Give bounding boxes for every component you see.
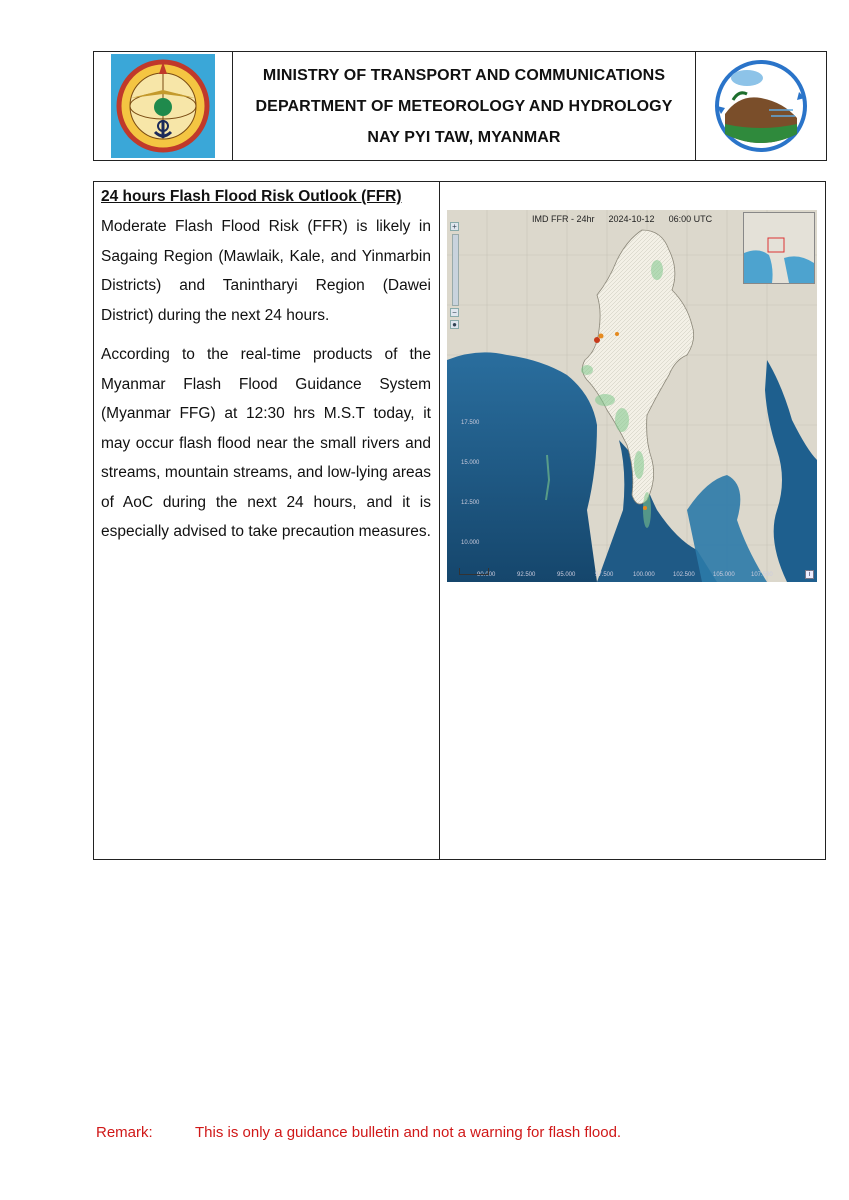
lat-label: 10.000 <box>461 540 480 546</box>
lon-label: 97.500 <box>595 572 614 578</box>
outlook-text-column <box>94 182 440 859</box>
lat-label: 12.500 <box>461 500 480 506</box>
remark-line <box>96 1124 621 1141</box>
map-date: 2024-10-12 <box>608 214 655 224</box>
inset-canvas <box>744 213 814 283</box>
ministry-name: MINISTRY OF TRANSPORT AND COMMUNICATIONS <box>262 66 666 84</box>
map-time: 06:00 UTC <box>668 214 713 224</box>
letterhead-titles <box>233 52 695 160</box>
map-scale-bar <box>459 568 489 575</box>
outlook-map-column <box>440 182 825 859</box>
outlook-table <box>93 181 826 860</box>
zoom-out-button[interactable]: − <box>450 308 459 317</box>
outlook-title: 24 hours Flash Flood Risk Outlook (FFR) <box>101 188 402 205</box>
outlook-paragraph-1: Moderate Flash Flood Risk (FFR) is likely in Sagaing Region (Mawlaik, Kale, and Yinmarbin Districts) and Tanintharyi Region (Dawei District) during the next 24 hours. <box>101 218 431 324</box>
outlook-paragraph-2: According to the real-time products of the Myanmar Flash Flood Guidance System (Myanmar FFG) at 12:30 hrs M.S.T today, it may occur flash flood near the small rivers and streams, mountain streams, and low-lying areas of AoC during the next 24 hours, and it is especially advised to take precaution measures. <box>101 346 431 540</box>
zoom-in-button[interactable]: + <box>450 222 459 231</box>
lon-label: 105.000 <box>713 572 735 578</box>
lat-label: 15.000 <box>461 460 480 466</box>
lon-label: 107.500 <box>751 572 773 578</box>
lon-label: 102.500 <box>673 572 695 578</box>
map-caption <box>532 214 712 224</box>
remark-label: Remark: <box>96 1124 153 1141</box>
zoom-slider[interactable] <box>452 234 459 306</box>
layer-button[interactable]: ● <box>450 320 459 329</box>
department-name: DEPARTMENT OF METEOROLOGY AND HYDROLOGY <box>255 97 673 115</box>
ffr-map[interactable] <box>447 210 817 582</box>
hydrology-cycle-logo <box>709 54 813 158</box>
lon-label: 90.000 <box>477 572 496 578</box>
overview-inset-map[interactable] <box>743 212 815 284</box>
letterhead <box>93 51 827 161</box>
lat-label: 17.500 <box>461 420 480 426</box>
lon-label: 95.000 <box>557 572 576 578</box>
location: NAY PYI TAW, MYANMAR <box>367 128 561 146</box>
lon-label: 92.500 <box>517 572 536 578</box>
map-info-button[interactable]: i <box>805 570 814 579</box>
ministry-logo-cell <box>94 52 233 160</box>
hydrology-logo-cell <box>695 52 826 160</box>
lon-label: 100.000 <box>633 572 655 578</box>
ministry-emblem-logo <box>111 54 215 158</box>
remark-text: This is only a guidance bulletin and not a warning for flash flood. <box>195 1124 622 1141</box>
map-product-label: IMD FFR - 24hr <box>532 214 595 224</box>
